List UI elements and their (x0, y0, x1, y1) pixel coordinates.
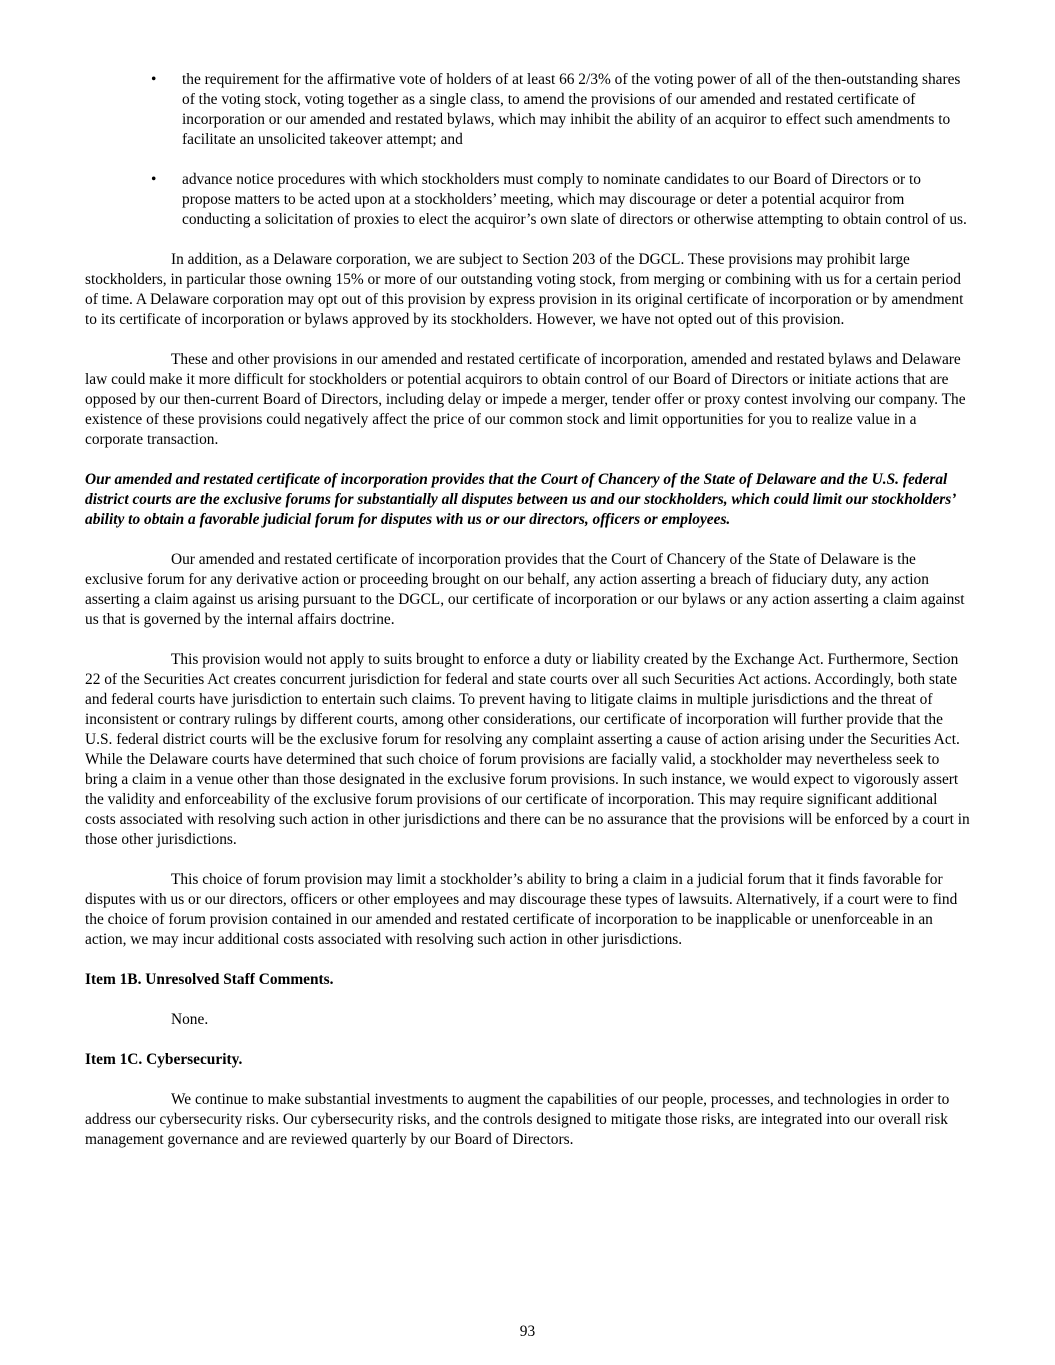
paragraph-securities-act: This provision would not apply to suits brought to enforce a duty or liability created by the Exchange Act. Furthermore, Section 22 of the Securities Act creates concurrent jurisdiction for federal and state courts over all such Securities Act actions. Accordingly, both state and federal courts have jurisdiction to entertain such claims. To prevent having to litigate claims in multiple jurisdictions and the threat of inconsistent or contrary rulings by different courts, among other considerations, our certificate of incorporation will further provide that the U.S. federal district courts will be the exclusive forum for resolving any complaint asserting a cause of action arising under the Securities Act. While the Delaware courts have determined that such choice of forum provisions are facially valid, a stockholder may nevertheless seek to bring a claim in a venue other than those designated in the exclusive forum provisions. In such instance, we would expect to vigorously assert the validity and enforceability of the exclusive forum provisions of our certificate of incorporation. This may require significant additional costs associated with resolving such action in other jurisdictions and there can be no assurance that the provisions will be enforced by a court in those other jurisdictions. (85, 651, 970, 848)
bullet-text: advance notice procedures with which stockholders must comply to nominate candidates to our Board of Directors or to propose matters to be acted upon at a stockholders’ meeting, which may discourage or deter a potential acquiror from conducting a solicitation of proxies to elect the acquiror’s own slate of directors or otherwise attempting to obtain control of us. (182, 171, 967, 228)
page-number: 93 (519, 1323, 536, 1340)
bullet-symbol: • (151, 71, 157, 88)
bullet-symbol: • (151, 171, 157, 188)
item-1c-body: We continue to make substantial investments to augment the capabilities of our people, processes, and technologies in order to address our cybersecurity risks. Our cybersecurity risks, and the controls designed to mitigate those risks, are integrated into our overall risk management governance and are reviewed quarterly by our Board of Directors. (85, 1091, 950, 1148)
paragraph-choice-of-forum: This choice of forum provision may limit a stockholder’s ability to bring a claim in a judicial forum that it finds favorable for disputes with us or our directors, officers or other employees and may discourage these types of lawsuits. Alternatively, if a court were to find the choice of forum provision contained in our amended and restated certificate of incorporation to be inapplicable or unenforceable in an action, we may incur additional costs associated with resolving such action in other jurisdictions. (85, 871, 958, 948)
bullet-text: the requirement for the affirmative vote of holders of at least 66 2/3% of the voting power of all of the then-outstanding shares of the voting stock, voting together as a single class, to amend the provisions of our amended and restated certificate of incorporation or our amended and restated bylaws, which may inhibit the ability of an acquiror to effect such amendments to facilitate an unsolicited takeover attempt; and (182, 71, 961, 148)
item-1b-heading: Item 1B. Unresolved Staff Comments. (85, 971, 334, 988)
paragraph-section-203: In addition, as a Delaware corporation, we are subject to Section 203 of the DGCL. These provisions may prohibit large stockholders, in particular those owning 15% or more of our outstanding voting stock, from merging or combining with us for a certain period of time. A Delaware corporation may opt out of this provision by express provision in its original certificate of incorporation or by amendment to its certificate of incorporation or bylaws approved by its stockholders. However, we have not opted out of this provision. (85, 251, 964, 328)
bullet-item (85, 170, 970, 230)
item-1b-body: None. (171, 1011, 209, 1028)
bullet-item (85, 70, 970, 150)
item-1c-heading: Item 1C. Cybersecurity. (85, 1051, 243, 1068)
risk-factor-heading: Our amended and restated certificate of incorporation provides that the Court of Chancery of the State of Delaware and the U.S. federal district courts are the exclusive forums for substantially all disputes between us and our stockholders, which could limit our stockholders’ ability to obtain a favorable judicial forum for disputes with us or our directors, officers or employees. (85, 471, 956, 528)
paragraph-provisions: These and other provisions in our amended and restated certificate of incorporation, amended and restated bylaws and Delaware law could make it more difficult for stockholders or potential acquirors to obtain control of our Board of Directors or initiate actions that are opposed by our then-current Board of Directors, including delay or impede a merger, tender offer or proxy contest involving our company. The existence of these provisions could negatively affect the price of our common stock and limit opportunities for you to realize value in a corporate transaction. (85, 351, 966, 448)
document-page (85, 70, 970, 1170)
paragraph-exclusive-forum: Our amended and restated certificate of incorporation provides that the Court of Chancery of the State of Delaware is the exclusive forum for any derivative action or proceeding brought on our behalf, any action asserting a breach of fiduciary duty, any action asserting a claim against us arising pursuant to the DGCL, our certificate of incorporation or our bylaws or any action asserting a claim against us that is governed by the internal affairs doctrine. (85, 551, 965, 628)
bullet-list (85, 70, 970, 230)
